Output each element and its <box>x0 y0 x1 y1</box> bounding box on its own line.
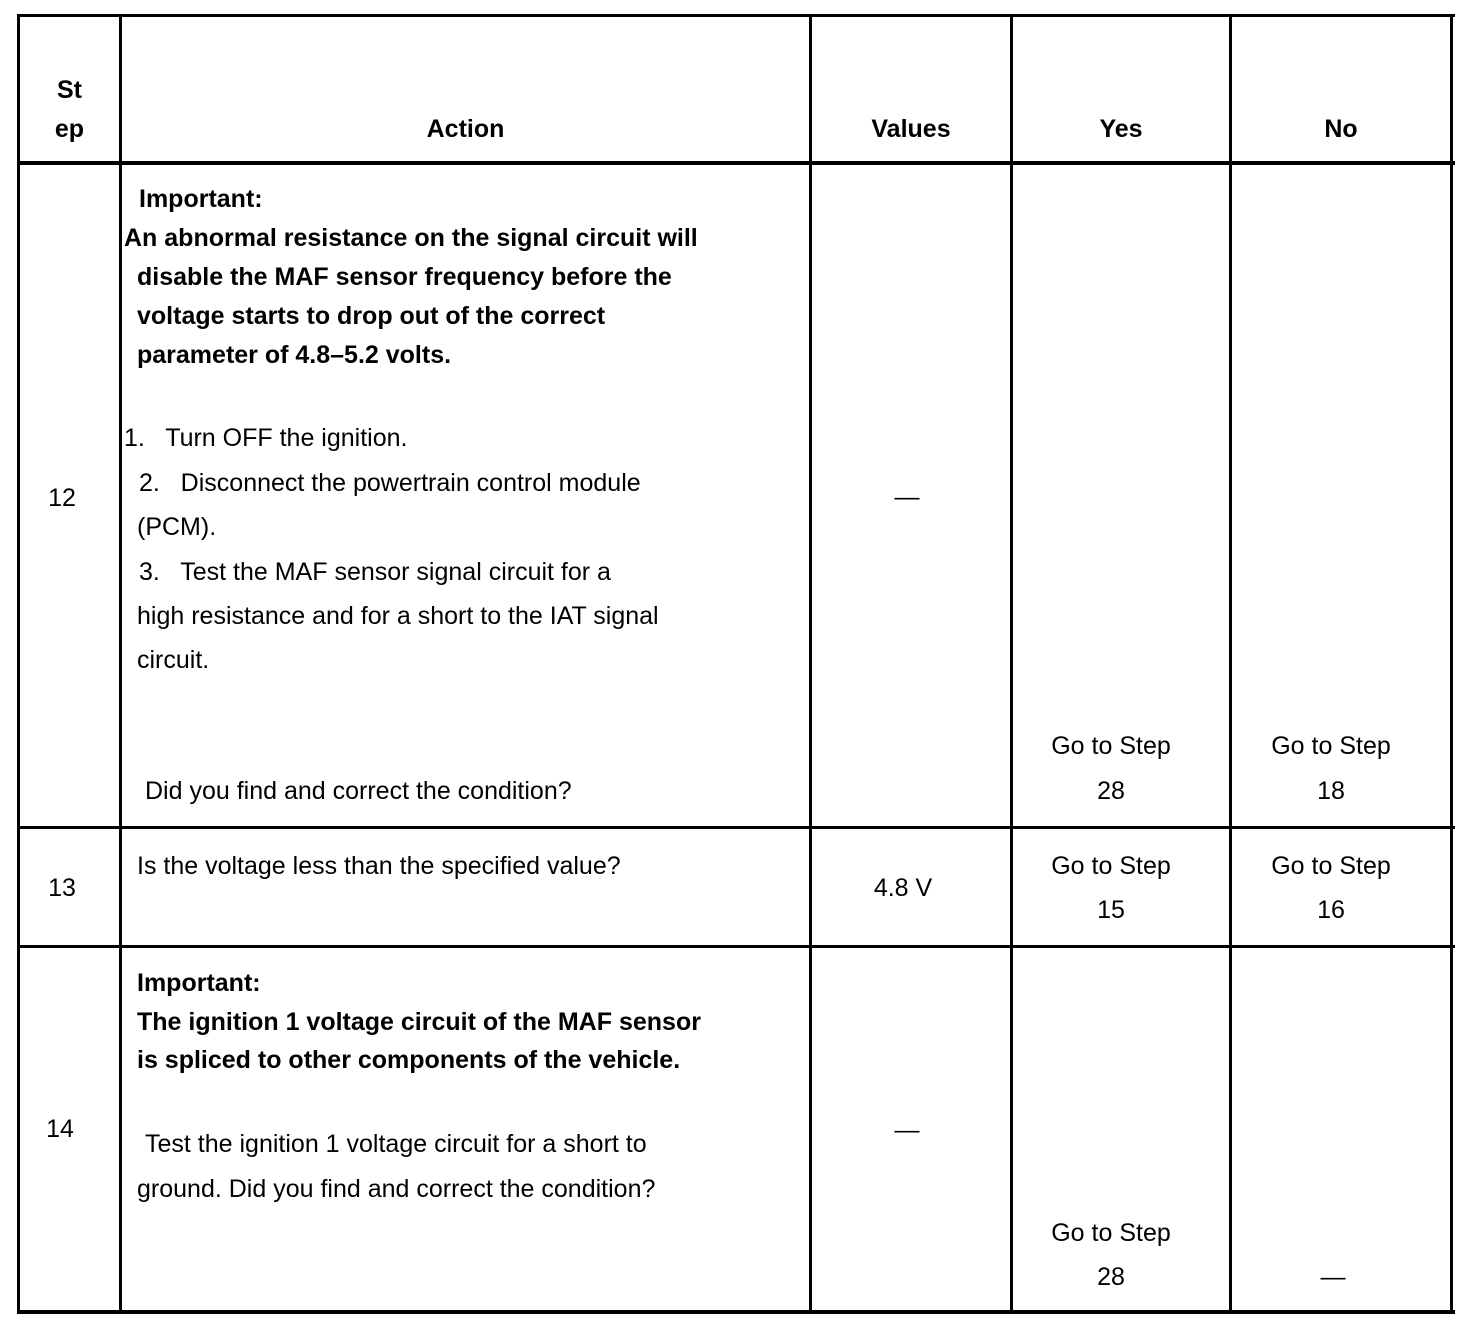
row-13-no-line1: Go to Step <box>1271 852 1391 880</box>
row-14-question-line: Test the ignition 1 voltage circuit for a short to <box>145 1130 647 1158</box>
header-step-line1: St <box>57 76 82 104</box>
table-border-right <box>1450 14 1453 1314</box>
row-13-value: 4.8 V <box>873 874 933 902</box>
table-col-divider-values <box>1010 14 1013 1314</box>
row-14-important-line: is spliced to other components of the vehicle. <box>137 1046 681 1074</box>
table-border-bottom <box>17 1310 1455 1314</box>
row-14-value: — <box>894 1116 920 1144</box>
table-rule-row12 <box>17 826 1455 829</box>
table-col-divider-yes <box>1229 14 1232 1314</box>
row-12-value: — <box>894 483 920 511</box>
row-12-step-item: 1. Turn OFF the ignition. <box>124 424 408 452</box>
row-13-yes-line2: 15 <box>1097 896 1125 924</box>
table-border-top <box>17 14 1455 17</box>
row-12-important-label: Important: <box>139 185 263 213</box>
row-12-step-item: high resistance and for a short to the IAT signal <box>137 602 659 630</box>
row-12-no-line1: Go to Step <box>1271 732 1391 760</box>
row-12-step-item: circuit. <box>137 646 210 674</box>
row-12-important-line: disable the MAF sensor frequency before the <box>137 263 672 291</box>
row-13-no-line2: 16 <box>1317 896 1345 924</box>
row-14-step: 14 <box>46 1115 74 1143</box>
row-14-important-line: The ignition 1 voltage circuit of the MAF sensor <box>137 1008 701 1036</box>
row-13-question: Is the voltage less than the specified value? <box>137 852 621 880</box>
table-rule-row13 <box>17 945 1455 948</box>
row-14-yes-line1: Go to Step <box>1051 1219 1171 1247</box>
table-rule-header <box>17 161 1455 165</box>
row-12-important-line: voltage starts to drop out of the correct <box>137 302 606 330</box>
header-no: No <box>1324 115 1358 143</box>
row-12-important-line: parameter of 4.8–5.2 volts. <box>137 341 452 369</box>
row-12-step: 12 <box>48 484 76 512</box>
row-12-step-item: 2. Disconnect the powertrain control module <box>139 469 641 497</box>
header-yes: Yes <box>1099 115 1143 143</box>
row-12-question: Did you find and correct the condition? <box>145 777 572 805</box>
row-13-yes-line1: Go to Step <box>1051 852 1171 880</box>
row-14-yes-line2: 28 <box>1097 1263 1125 1291</box>
row-14-question-line: ground. Did you find and correct the condition? <box>137 1175 656 1203</box>
row-12-yes-line1: Go to Step <box>1051 732 1171 760</box>
header-values: Values <box>871 115 951 143</box>
header-step-line2: ep <box>54 115 85 143</box>
row-12-step-item: 3. Test the MAF sensor signal circuit for a <box>139 558 611 586</box>
table-col-divider-step <box>119 14 122 1314</box>
row-12-step-item: (PCM). <box>137 513 217 541</box>
row-12-yes-line2: 28 <box>1097 777 1125 805</box>
row-14-no: — <box>1320 1263 1346 1291</box>
row-12-important-line: An abnormal resistance on the signal circuit will <box>124 224 698 252</box>
row-14-important-label: Important: <box>137 969 261 997</box>
row-12-no-line2: 18 <box>1317 777 1345 805</box>
header-action: Action <box>426 115 505 143</box>
row-13-step: 13 <box>48 874 76 902</box>
